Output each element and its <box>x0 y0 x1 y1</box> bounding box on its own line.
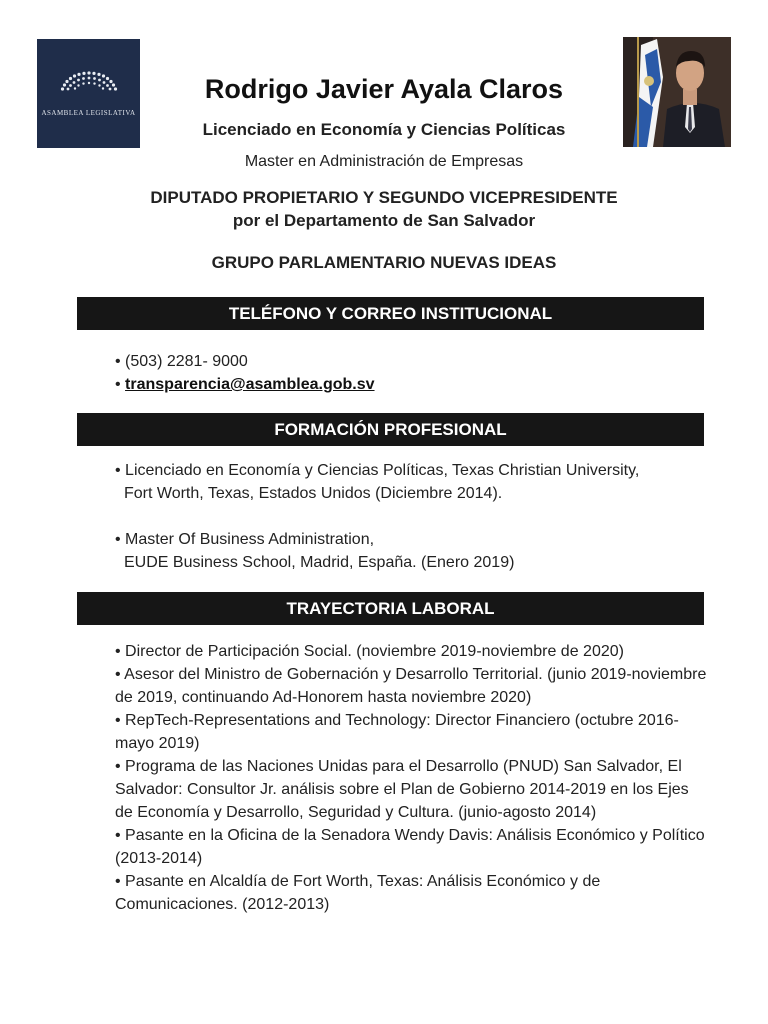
bullet: • <box>115 376 126 393</box>
education-section-header: FORMACIÓN PROFESIONAL <box>77 413 704 446</box>
contact-section-header: TELÉFONO Y CORREO INSTITUCIONAL <box>77 297 704 330</box>
career-item: • Programa de las Naciones Unidas para el Desarrollo (PNUD) San Salvador, El Salvador: Consultor Jr. análisis sobre el Plan de Gobierno 2014-2019 en los Ejes de Economía y Desarrollo, Seguridad y Cultura. (junio-agosto 2014) <box>115 758 689 821</box>
education-item-2-line-1: • Master Of Business Administration, <box>115 531 375 548</box>
career-item: • Director de Participación Social. (noviembre 2019-noviembre de 2020) <box>115 643 624 660</box>
contact-section <box>115 350 715 396</box>
master-subtitle: Master en Administración de Empresas <box>244 153 524 170</box>
career-section-header: TRAYECTORIA LABORAL <box>77 592 704 625</box>
person-name: Rodrigo Javier Ayala Claros <box>204 74 564 104</box>
education-item-1-line-2: Fort Worth, Texas, Estados Unidos (Diciembre 2014). <box>124 485 503 502</box>
career-item: • Asesor del Ministro de Gobernación y Desarrollo Territorial. (junio 2019-noviembre de 2019, continuando Ad-Honorem hasta noviembre 2020) <box>115 666 707 706</box>
parliamentary-group: GRUPO PARLAMENTARIO NUEVAS IDEAS <box>211 253 557 272</box>
education-item-1-line-1: • Licenciado en Economía y Ciencias Políticas, Texas Christian University, <box>115 462 640 479</box>
email-line <box>115 373 715 396</box>
email-link[interactable]: transparencia@asamblea.gob.sv <box>125 376 375 393</box>
education-section <box>115 459 715 574</box>
logo-caption: ASAMBLEA LEGISLATIVA <box>41 109 136 117</box>
position-line-2: por el Departamento de San Salvador <box>232 211 536 230</box>
phone-number: • (503) 2281- 9000 <box>115 353 248 370</box>
career-item: • Pasante en Alcaldía de Fort Worth, Texas: Análisis Económico y de Comunicaciones. (2012-2013) <box>115 873 601 913</box>
degree-subtitle: Licenciado en Economía y Ciencias Políticas <box>202 120 566 139</box>
career-item: • RepTech-Representations and Technology: Director Financiero (octubre 2016-mayo 2019) <box>115 712 679 752</box>
career-item: • Pasante en la Oficina de la Senadora Wendy Davis: Análisis Económico y Político (2013-2014) <box>115 827 705 867</box>
career-section <box>115 640 710 916</box>
position-line-1: DIPUTADO PROPIETARIO Y SEGUNDO VICEPRESIDENTE <box>150 188 618 207</box>
education-item-2-line-2: EUDE Business School, Madrid, España. (Enero 2019) <box>124 554 515 571</box>
position-title <box>0 186 768 232</box>
